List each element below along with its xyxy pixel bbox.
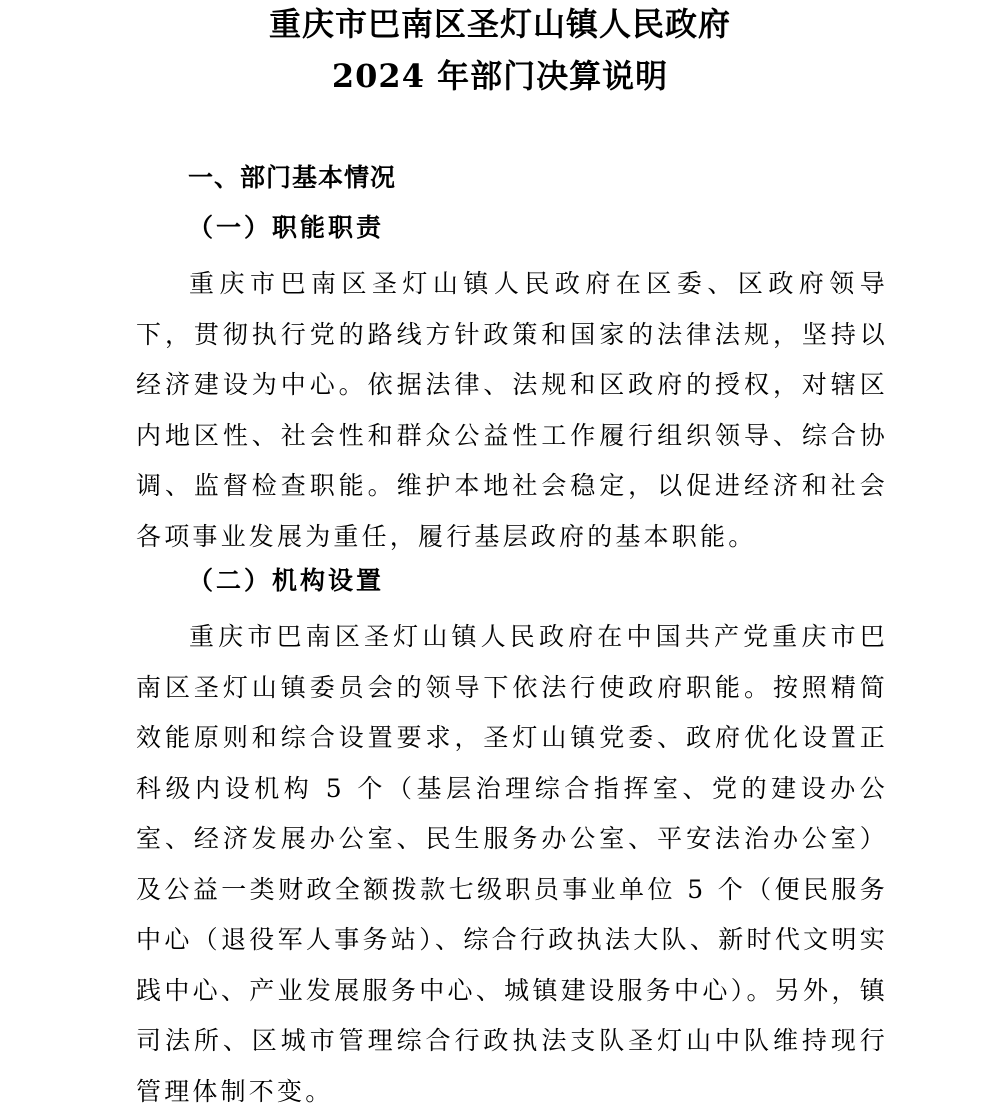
paragraph-duties: 重庆市巴南区圣灯山镇人民政府在区委、区政府领导下，贯彻执行党的路线方针政策和国家的法律法规，坚持以经济建设为中心。依据法律、法规和区政府的授权，对辖区内地区性、社会性和群众公益性工作履行组织领导、综合协调、监督检查职能。维护本地社会稳定，以促进经济和社会各项事业发展为重任，履行基层政府的基本职能。 (136, 269, 888, 551)
section-heading-basic-info: 一、部门基本情况 (188, 163, 397, 192)
paragraph-organization: 重庆市巴南区圣灯山镇人民政府在中国共产党重庆市巴南区圣灯山镇委员会的领导下依法行使政府职能。按照精简效能原则和综合设置要求，圣灯山镇党委、政府优化设置正科级内设机构 5 个（基层治理综合指挥室、党的建设办公室、经济发展办公室、民生服务办公室、平安法治办公室）及公益一类财政全额拨款七级职员事业单位 5 个（便民服务中心（退役军人事务站）、综合行政执法大队、新时代文明实践中心、产业发展服务中心、城镇建设服务中心）。另外，镇司法所、区城市管理综合行政执法支队圣灯山中队维持现行管理体制不变。 (136, 622, 888, 1106)
document-title-line2: 2024 年部门决算说明 (331, 57, 669, 95)
document-title-line1: 重庆市巴南区圣灯山镇人民政府 (268, 5, 731, 43)
subsection-heading-organization: （二）机构设置 (188, 566, 385, 595)
subsection-heading-duties: （一）职能职责 (188, 213, 385, 242)
